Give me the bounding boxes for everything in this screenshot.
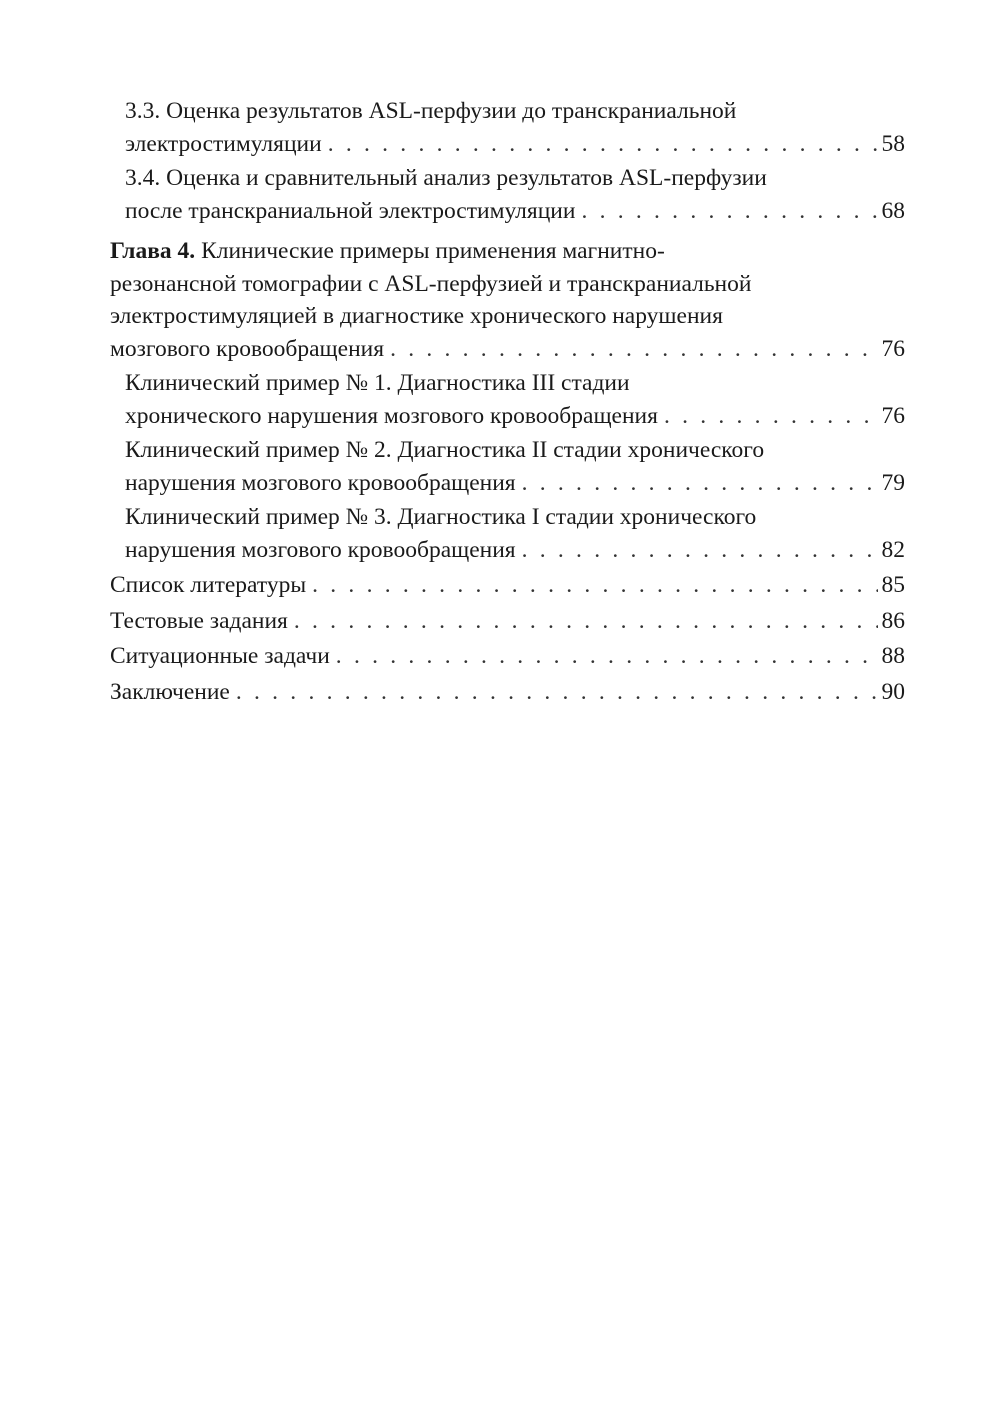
page-number: 82 <box>881 536 905 563</box>
toc-entry-title-line: резонансной томографии с ASL-перфузией и транскраниальной <box>110 270 752 297</box>
toc-entry-tests[interactable] <box>110 605 905 638</box>
page-number: 90 <box>881 678 905 705</box>
toc-entry-title: Ситуационные задачи <box>110 643 330 669</box>
toc-entry-last-line <box>110 333 905 366</box>
dot-leader <box>664 400 878 433</box>
page-number: 85 <box>881 572 905 598</box>
chapter-label: Глава 4. <box>110 238 196 264</box>
toc-entry-last-line <box>110 569 905 602</box>
dot-leader <box>522 467 878 500</box>
toc-entry-example-1[interactable] <box>110 367 905 432</box>
toc-entry-title-end: мозгового кровообращения <box>110 335 385 362</box>
toc-entry-example-2[interactable] <box>110 434 905 499</box>
page-number: 76 <box>881 335 905 362</box>
toc-entry-title-line: Клинический пример № 1. Диагностика III стадии <box>125 370 630 396</box>
toc-entry-title: Заключение <box>110 678 230 705</box>
toc-entry-last-line <box>110 676 905 709</box>
dot-leader <box>236 676 878 709</box>
page-number: 68 <box>881 197 905 224</box>
toc-entry-conclusion[interactable] <box>110 676 905 709</box>
page-number: 86 <box>881 607 905 634</box>
toc-entry-last-line <box>125 534 905 567</box>
dot-leader <box>522 534 878 567</box>
page-number: 88 <box>881 643 905 669</box>
toc-entry-last-line <box>110 605 905 638</box>
toc-entry-last-line <box>125 195 905 228</box>
toc-entry-references[interactable] <box>110 569 905 602</box>
dot-leader <box>294 605 878 638</box>
toc-entry-title: Список литературы <box>110 572 307 598</box>
toc-entry-section-3-3[interactable] <box>110 95 905 160</box>
toc-entry-title-end: электростимуляции <box>125 130 322 157</box>
toc-entry-title-end: нарушения мозгового кровообращения <box>125 536 516 563</box>
toc-entry-title-line: Клинический пример № 2. Диагностика II стадии хронического <box>125 437 765 463</box>
toc-entry-section-3-4[interactable] <box>110 162 905 227</box>
dot-leader <box>336 640 878 673</box>
toc-entry-title-line: Клинический пример № 3. Диагностика I стадии хронического <box>125 504 757 530</box>
toc-entry-title-line: 3.3. Оценка результатов ASL-перфузии до транскраниальной <box>125 98 737 124</box>
page-number: 76 <box>881 402 905 429</box>
toc-entry-last-line <box>110 640 905 673</box>
toc-entry-title: Тестовые задания <box>110 607 288 634</box>
toc-entry-last-line <box>125 467 905 500</box>
toc-entry-last-line <box>125 400 905 433</box>
table-of-contents <box>110 95 905 708</box>
toc-entry-title-end: нарушения мозгового кровообращения <box>125 469 516 496</box>
dot-leader <box>581 195 877 228</box>
toc-entry-last-line <box>125 128 905 161</box>
toc-entry-title-line <box>110 235 905 268</box>
page-number: 79 <box>881 469 905 496</box>
toc-entry-title-end: хронического нарушения мозгового кровообращения <box>125 402 658 429</box>
toc-entry-title-line: 3.4. Оценка и сравнительный анализ результатов ASL-перфузии <box>125 165 767 191</box>
toc-entry-cases[interactable] <box>110 640 905 673</box>
toc-entry-title-end: после транскраниальной электростимуляции <box>125 197 576 224</box>
toc-entry-chapter-4[interactable] <box>110 235 905 365</box>
toc-entry-example-3[interactable] <box>110 501 905 566</box>
toc-entry-title-line: электростимуляцией в диагностике хронического нарушения <box>110 303 723 329</box>
chapter-title-start: Клинические примеры применения магнитно- <box>195 238 665 264</box>
page-number: 58 <box>881 130 905 157</box>
dot-leader <box>390 333 877 366</box>
dot-leader <box>312 569 877 602</box>
dot-leader <box>328 128 878 161</box>
